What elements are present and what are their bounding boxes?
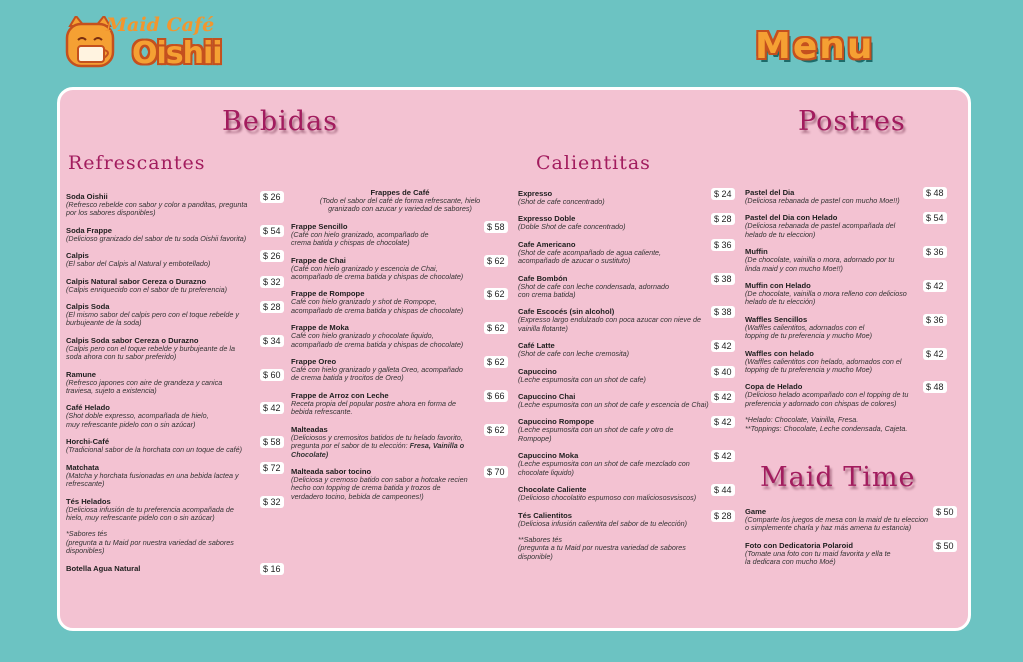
item-desc: (Comparte los juegos de mesa con la maid de tu eleccion o simplemente charla y haz más amena tu estancia) — [745, 515, 928, 533]
item-price: $ 42 — [711, 416, 735, 428]
item-price: $ 26 — [260, 250, 284, 262]
item-desc: (Deliciosa rebanada de pastel acompañada del helado de tu eleccion) — [745, 221, 896, 239]
item-desc: (Delicioso helado acompañado con el topping de tu preferencia y adornado con chispas de colores) — [745, 390, 909, 408]
item-price: $ 42 — [923, 280, 947, 292]
item-price: $ 36 — [923, 314, 947, 326]
item-name: Waffles con helado — [745, 348, 814, 358]
menu-item — [291, 425, 509, 459]
item-price: $ 44 — [711, 484, 735, 496]
item-price: $ 42 — [711, 340, 735, 352]
item-price: $ 62 — [484, 255, 508, 267]
item-name: Capuccino — [518, 366, 557, 376]
item-price: $ 36 — [711, 239, 735, 251]
item-desc: (Shot de cafe concentrado) — [518, 197, 605, 206]
item-price: $ 72 — [260, 462, 284, 474]
item-desc: (Leche espumosita con un shot de cafe y escencia de Chai) — [518, 400, 709, 410]
item-price: $ 60 — [260, 369, 284, 381]
item-name: Cafe Bombón — [518, 273, 568, 283]
menu-item — [291, 323, 509, 349]
menu-item — [291, 256, 509, 282]
item-name: Game — [745, 507, 767, 516]
item-price: $ 28 — [711, 510, 735, 522]
menu-item — [291, 357, 509, 383]
item-price: $ 50 — [933, 540, 957, 552]
menu-item — [66, 302, 284, 328]
menu-item — [66, 463, 284, 489]
menu-item — [518, 240, 736, 266]
menu-item — [66, 226, 284, 243]
menu-item — [66, 192, 284, 218]
item-desc: (Deliciosa y cremoso batido con sabor a hotcake recien hecho con topping de crema batida y trozos de verdadero tocino, bebida de campeones!) — [291, 474, 468, 501]
item-desc: (Matcha y horchata fusionadas en una bebida lactea y refrescante) — [66, 470, 239, 489]
item-desc: Receta propia del popular postre ahora en forma de bebida refrescante. — [291, 398, 457, 417]
item-price: $ 42 — [711, 391, 735, 403]
frappes-title: Frappes de Café — [370, 188, 430, 197]
postres-note: *Helado: Chocolate, Vainilla, Fresa. **Toppings: Chocolate, Leche condensada, Cajeta. — [745, 415, 908, 433]
section-maid-time: Maid Time — [760, 462, 916, 493]
item-name: Malteada sabor tocino — [291, 466, 372, 476]
item-price: $ 16 — [260, 563, 284, 575]
menu-item — [518, 307, 736, 333]
item-price: $ 54 — [260, 225, 284, 237]
postres-list — [745, 188, 955, 408]
item-name: Café Helado — [66, 403, 110, 413]
item-desc: (Deliciosa infusión calientita del sabor de tu elección) — [518, 518, 687, 528]
item-desc: (Doble Shot de cafe concentrado) — [518, 222, 626, 232]
item-name: Muffin — [745, 247, 768, 257]
brand-logo — [62, 14, 232, 76]
item-name: Frappe Sencillo — [291, 221, 348, 231]
section-bebidas: Bebidas — [222, 106, 338, 137]
item-price: $ 62 — [484, 288, 508, 300]
item-desc: (Deliciosa infusión de tu preferencia acompañada de hielo, muy refrescante pidelo con o sin azúcar) — [66, 504, 234, 522]
item-name: Frappe de Chai — [291, 255, 346, 265]
menu-item — [291, 467, 509, 501]
menu-item — [518, 341, 736, 358]
item-price: $ 70 — [484, 466, 508, 478]
item-desc: (Calpis enriquecido con el sabor de tu preferencia) — [66, 284, 228, 294]
item-price: $ 58 — [260, 436, 284, 448]
calientitas-note: **Sabores tés (pregunta a tu Maid por nuestra variedad de sabores disponible) — [518, 534, 686, 561]
item-price: $ 38 — [711, 273, 735, 285]
item-desc: (Shot de cafe con leche condensada, adornado con crema batida) — [518, 281, 670, 300]
menu-item — [745, 281, 955, 307]
item-name: Cafe Americano — [518, 239, 576, 249]
item-name: Pastel del Dia — [745, 188, 795, 197]
menu-item — [291, 289, 509, 315]
item-desc: (Expresso largo endulzado con poca azucar con nieve de vainilla flotante) — [518, 315, 701, 333]
item-desc: (Deliciosos y cremositos batidos de tu helado favorito, pregunta por el sabor de tu elección: Fresa, Vainilla o Chocolate) — [291, 432, 465, 459]
brand-name-top: Maid Café — [106, 14, 215, 36]
item-desc: (El sabor del Calpis al Natural y embotellado) — [66, 259, 211, 269]
item-desc: (Tomate una foto con tu maid favorita y ella te la dedicara con mucho Moé) — [745, 548, 891, 567]
item-name: Frappe Oreo — [291, 357, 337, 367]
item-price: $ 62 — [484, 424, 508, 436]
item-name: Calpis Soda — [66, 302, 110, 312]
item-name: Pastel del Dia con Helado — [745, 213, 838, 223]
menu-item — [518, 451, 736, 477]
menu-item — [745, 188, 955, 205]
menu-item — [291, 222, 509, 248]
item-price: $ 28 — [260, 301, 284, 313]
item-desc: (De chocolate, vainilla o mora relleno con delicioso helado de tu elección) — [745, 289, 907, 307]
item-name: Expresso Doble — [518, 214, 576, 224]
item-price: $ 48 — [923, 187, 947, 199]
menu-item — [745, 507, 959, 533]
column-calientitas — [518, 189, 736, 569]
menu-item — [745, 247, 955, 273]
menu-item — [66, 370, 284, 396]
menu-item — [518, 511, 736, 528]
menu-item — [66, 403, 284, 429]
menu-item — [66, 497, 284, 523]
menu-item — [518, 485, 736, 502]
item-price: $ 48 — [923, 381, 947, 393]
menu-item — [66, 251, 284, 268]
item-desc: (Leche espumosita con un shot de cafe) — [518, 374, 646, 384]
item-name: Frappe de Rompope — [291, 289, 365, 299]
item-price: $ 24 — [711, 188, 735, 200]
item-price: $ 38 — [711, 306, 735, 318]
column-refrescantes — [66, 192, 284, 581]
item-desc: Café con hielo granizado y chocolate liquido, acompañado de crema batida y chispas de chocolate) — [291, 331, 464, 349]
item-desc: (Refresco japones con aire de grandeza y canica traviesa, sujeto a existencia) — [66, 377, 223, 396]
menu-item — [518, 367, 736, 384]
item-name: Frappe de Moka — [291, 323, 349, 333]
column-maid-time — [745, 507, 959, 575]
item-desc: (Waffles calientitos, adornados con el topping de tu preferencia y mucho Moe) — [745, 322, 873, 341]
item-name: Ramune — [66, 369, 96, 379]
menu-item — [745, 349, 955, 375]
item-price: $ 42 — [260, 402, 284, 414]
item-desc: (Delicioso chocolatito espumoso con maliciososvsiscos) — [518, 493, 697, 503]
item-name: Soda Frappe — [66, 225, 112, 235]
menu-title: Menu — [755, 26, 875, 67]
item-name: Capuccino Rompope — [518, 417, 594, 427]
item-desc: (De chocolate, vainilla o mora, adornado por tu linda maid y con mucho Moe!!) — [745, 255, 895, 273]
menu-item — [66, 277, 284, 294]
item-price: $ 36 — [923, 246, 947, 258]
refrescantes-list — [66, 192, 284, 522]
item-desc: (El mismo sabor del calpis pero con el toque rebelde y burbujeante de la soda) — [66, 310, 239, 328]
item-price: $ 62 — [484, 356, 508, 368]
menu-item — [745, 213, 955, 239]
item-price: $ 54 — [923, 212, 947, 224]
item-name: Calpis — [66, 251, 89, 261]
item-desc: (Tradicional sabor de la horchata con un toque de café) — [66, 445, 243, 455]
item-desc: (Delicioso granizado del sabor de tu soda Oishii favorita) — [66, 233, 247, 243]
item-desc: (Leche espumosita con un shot de cafe y otro de Rompope) — [518, 425, 674, 443]
item-desc: (Café con hielo granizado, acompañado de crema batida y chispas de chocolate) — [291, 229, 429, 248]
item-name: Copa de Helado — [745, 382, 803, 392]
item-name: Waffles Sencillos — [745, 314, 808, 324]
item-desc: Café con hielo granizado y shot de Rompope, acompañado de crema batida y chispas de chocolate) — [291, 297, 464, 315]
maid-time-list — [745, 507, 959, 567]
item-desc: (Deliciosa rebanada de pastel con mucho Moe!!) — [745, 196, 900, 205]
menu-item — [745, 541, 959, 567]
section-calientitas: Calientitas — [536, 152, 651, 174]
item-desc: (Shot doble expresso, acompañada de hielo, muy refrescante pidelo con o sin azúcar) — [66, 411, 209, 429]
item-desc: (Shot de cafe acompañado de agua caliente, acompañado de azucar o sustituto) — [518, 247, 662, 266]
item-price: $ 26 — [260, 191, 284, 203]
item-name: Capuccino Moka — [518, 451, 579, 461]
menu-item — [518, 392, 736, 409]
item-name: Matchata — [66, 462, 99, 472]
item-price: $ 42 — [923, 348, 947, 360]
item-name: Malteadas — [291, 424, 328, 434]
menu-item — [66, 437, 284, 454]
frappes-list — [291, 222, 509, 417]
menu-item — [66, 336, 284, 362]
item-name: Horchi-Café — [66, 437, 110, 447]
item-price: $ 28 — [711, 213, 735, 225]
menu-item — [66, 564, 284, 573]
item-name: Calpis Natural sabor Cereza o Durazno — [66, 276, 207, 286]
item-name: Cafe Escocés (sin alcohol) — [518, 307, 615, 317]
section-refrescantes: Refrescantes — [68, 152, 206, 174]
item-name: Capuccino Chai — [518, 392, 576, 402]
item-price: $ 40 — [711, 366, 735, 378]
item-price: $ 32 — [260, 276, 284, 288]
brand-name-bottom: Oishii — [132, 36, 222, 71]
item-price: $ 62 — [484, 322, 508, 334]
item-name: Tés Helados — [66, 496, 111, 506]
item-desc: (Calpis pero con el toque rebelde y burbujeante de la soda ahora con tu sabor preferido) — [66, 343, 236, 362]
frappes-intro: (Todo el sabor del café de forma refrescante, hielo granizado con azucar y variedad de sabores) — [319, 196, 481, 214]
item-name: Frappe de Arroz con Leche — [291, 390, 389, 400]
item-name: Muffin con Helado — [745, 281, 811, 291]
menu-item — [518, 274, 736, 300]
menu-panel — [57, 87, 971, 631]
menu-item — [518, 189, 736, 206]
item-desc: (Waffles calientitos con helado, adornados con el topping de tu preferencia y mucho Moe) — [745, 356, 902, 375]
menu-item — [745, 382, 955, 408]
item-name: Soda Oishii — [66, 192, 108, 201]
item-name: Foto con Dedicatoria Polaroid — [745, 540, 854, 550]
item-price: $ 42 — [711, 450, 735, 462]
column-frappes — [291, 188, 509, 509]
item-name: Chocolate Caliente — [518, 485, 587, 495]
menu-item — [745, 315, 955, 341]
item-name: Tés Calientitos — [518, 510, 573, 520]
item-name: Calpis Soda sabor Cereza o Durazno — [66, 335, 199, 345]
item-price: $ 50 — [933, 506, 957, 518]
item-name: Café Latte — [518, 341, 555, 351]
item-desc: Café con hielo granizado y galleta Oreo, acompañado de crema batida y trocitos de Oreo) — [291, 365, 463, 383]
item-price: $ 34 — [260, 335, 284, 347]
item-price: $ 32 — [260, 496, 284, 508]
item-desc: (Café con hielo granizado y escencia de Chai, acompañado de crema batida y chispas de chocolate) — [291, 263, 464, 282]
menu-item — [291, 391, 509, 417]
item-price: $ 66 — [484, 390, 508, 402]
calientitas-list — [518, 189, 736, 528]
menu-item — [518, 417, 736, 443]
menu-item — [518, 214, 736, 231]
item-desc: (Refresco rebelde con sabor y color a panditas, pregunta por los sabores disponibles) — [66, 200, 248, 218]
item-price: $ 58 — [484, 221, 508, 233]
section-postres: Postres — [798, 106, 906, 137]
item-name: Expresso — [518, 189, 553, 198]
refrescantes-note: *Sabores tés (pregunta a tu Maid por nuestra variedad de sabores disponibles) — [66, 529, 234, 556]
column-postres — [745, 188, 955, 441]
item-desc: (Leche espumosita con un shot de cafe mezclado con chocolate liquido) — [518, 459, 690, 477]
item-desc: (Shot de cafe con leche cremosita) — [518, 349, 630, 359]
item-name: Botella Agua Natural — [66, 563, 141, 573]
